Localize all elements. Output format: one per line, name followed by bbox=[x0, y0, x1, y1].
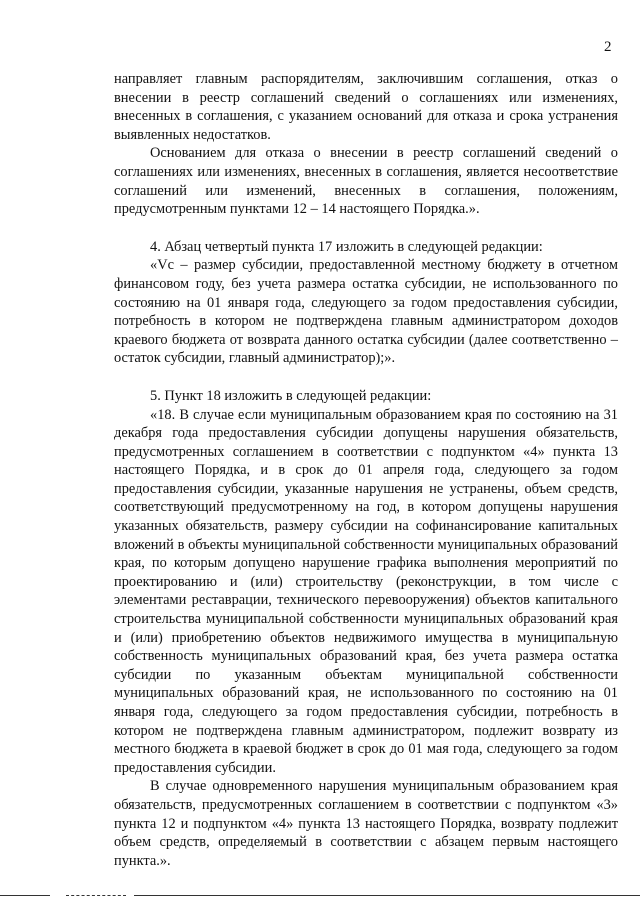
paragraph-refusal-grounds: Основанием для отказа о внесении в реестр соглашений сведений о соглашениях или изменениях, внесенных в соглашения, является несоответствие соглашений или изменений, внесенных в соглашения, положениям, предусмотренным пунктами 12 – 14 настоящего Порядка.». bbox=[114, 145, 618, 218]
paragraph-item-18-text: «18. В случае если муниципальным образованием края по состоянию на 31 декабря года предоставления субсидии допущены нарушения обязательств, предусмотренных соглашением в соответствии с подпунктом «4» пункта 13 настоящего Порядка, и в срок до 01 апреля года, следующего за годом предоставления субсидии, указанные нарушения не устранены, объем средств, соответствующий предусмотренному на год, в котором допущены нарушения указанных обязательств, размеру субсидии на софинансирование капитальных вложений в объекты муниципальной собственности муниципальных образований края, по которым допущено нарушение графика выполнения мероприятий по проектированию и (или) строительству (реконструкции, в том числе с элементами реставрации, технического перевооружения) объектов капитального строительства муниципальной собственности муниципальных образований края и (или) приобретению объектов недвижимого имущества в муниципальную собственность муниципальных образований края, без учета размера остатка субсидии по указанным объектам муниципальной собственности муниципальных образований края, не использованного по состоянию на 01 января года, следующего за годом предоставления субсидии, потребность в котором не подтверждена главным администратором, подлежит возврату из местного бюджета в краевой бюджет в срок до 01 мая года, следующего за годом предоставления субсидии. bbox=[114, 406, 618, 776]
paragraph-simultaneous-violation: В случае одновременного нарушения муниципальным образованием края обязательств, предусмотренных соглашением в соответствии с подпунктом «3» пункта 12 и подпунктом «4» пункта 13 настоящего Порядка, возврату подлежит объем средств, определяемый в соответствии с абзацем первым настоящего пункта.». bbox=[114, 778, 618, 869]
document-body bbox=[114, 70, 618, 870]
paragraph-item-5-heading: 5. Пункт 18 изложить в следующей редакции: bbox=[150, 387, 432, 404]
footer-rule-mid bbox=[66, 895, 126, 896]
footer-rule-right bbox=[134, 895, 640, 896]
paragraph-item-4-text: «Vс – размер субсидии, предоставленной местному бюджету в отчетном финансовом году, без учета размера остатка субсидии, не использованного по состоянию на 01 января года, следующего за годом предоставления субсидии, потребность в котором не подтверждена главным администратором доходов краевого бюджета от возврата данного остатка субсидии (далее соответственно – остаток субсидии, главный администратор);». bbox=[114, 257, 618, 367]
paragraph-refusal-notice: направляет главным распорядителям, заключившим соглашения, отказ о внесении в реестр соглашений сведений о соглашениях или изменениях, внесенных в соглашения, с указанием оснований для отказа и срока устранения выявленных недостатков. bbox=[114, 71, 618, 143]
footer-rule-left bbox=[0, 895, 50, 896]
paragraph-item-4-heading: 4. Абзац четвертый пункта 17 изложить в следующей редакции: bbox=[150, 238, 543, 255]
page-number: 2 bbox=[604, 39, 612, 55]
